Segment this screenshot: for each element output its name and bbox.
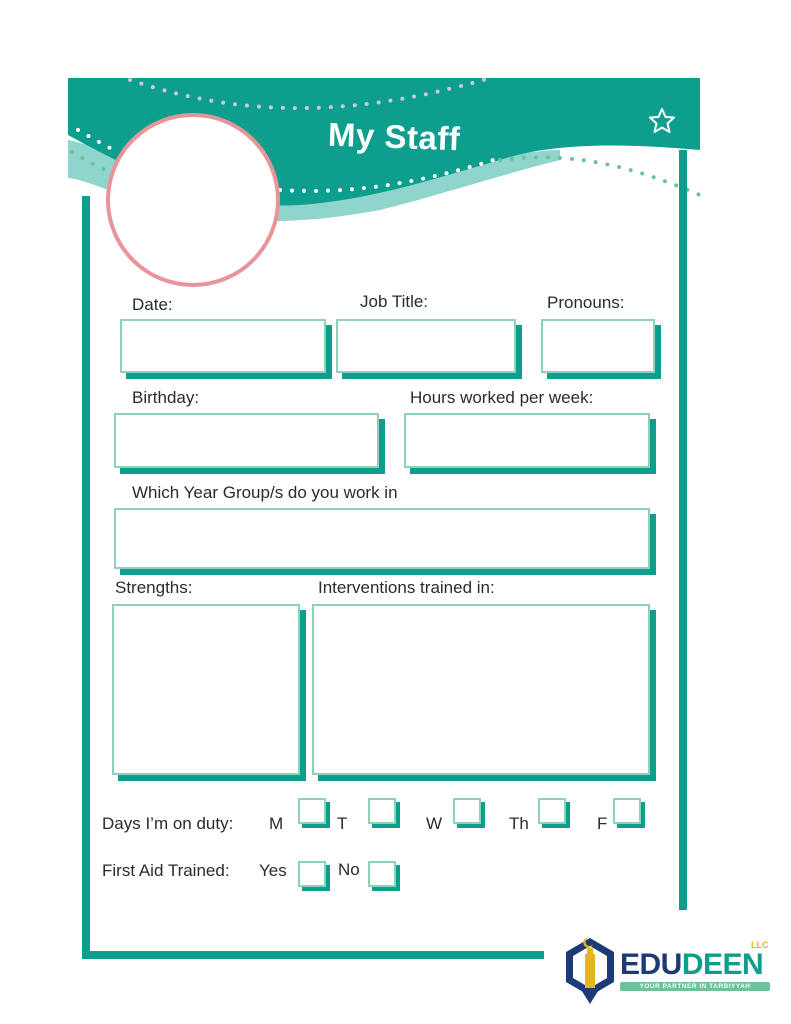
day-label-f: F <box>597 814 608 833</box>
day-label-t: T <box>337 814 348 833</box>
day-checkbox-w[interactable] <box>453 798 481 824</box>
photo-circle <box>108 115 278 285</box>
job-title-field[interactable] <box>336 319 516 373</box>
date-field[interactable] <box>120 319 326 373</box>
job-title-label: Job Title: <box>360 292 429 311</box>
frame-left <box>82 196 90 959</box>
edudeen-logo <box>560 930 775 1010</box>
birthday-label: Birthday: <box>132 388 200 407</box>
strengths-label: Strengths: <box>115 578 193 597</box>
day-checkbox-m[interactable] <box>298 798 326 824</box>
first-aid-no-label: No <box>338 860 360 879</box>
logo-emblem-icon <box>560 930 620 1010</box>
logo-name-edu: EDU <box>620 948 682 981</box>
first-aid-label: First Aid Trained: <box>102 861 230 880</box>
frame-bottom <box>82 951 544 959</box>
day-label-th: Th <box>509 814 529 833</box>
duty-label: Days I’m on duty: <box>102 814 234 833</box>
interventions-label: Interventions trained in: <box>318 578 495 597</box>
strengths-field[interactable] <box>112 604 300 775</box>
first-aid-yes-label: Yes <box>259 861 287 880</box>
logo-name-deen: DEEN <box>681 948 764 981</box>
pronouns-field[interactable] <box>541 319 655 373</box>
day-label-m: M <box>269 814 284 833</box>
logo-suffix: LLC <box>751 940 769 950</box>
first-aid-yes-checkbox[interactable] <box>298 861 326 887</box>
interventions-field[interactable] <box>312 604 650 775</box>
logo-tagline: YOUR PARTNER IN TARBIYYAH <box>639 983 751 990</box>
first-aid-no-checkbox[interactable] <box>368 861 396 887</box>
page-title: My Staff <box>327 115 461 158</box>
logo-wordmark <box>620 950 763 980</box>
year-group-field[interactable] <box>114 508 650 569</box>
day-label-w: W <box>426 814 443 833</box>
hours-field[interactable] <box>404 413 650 468</box>
birthday-field[interactable] <box>114 413 379 468</box>
logo-tagline-bar <box>620 982 770 991</box>
year-group-label: Which Year Group/s do you work in <box>132 483 398 502</box>
pronouns-label: Pronouns: <box>547 293 625 312</box>
day-checkbox-t[interactable] <box>368 798 396 824</box>
day-checkbox-th[interactable] <box>538 798 566 824</box>
frame-right <box>679 150 687 910</box>
day-checkbox-f[interactable] <box>613 798 641 824</box>
hours-label: Hours worked per week: <box>410 388 594 407</box>
date-label: Date: <box>132 295 173 314</box>
